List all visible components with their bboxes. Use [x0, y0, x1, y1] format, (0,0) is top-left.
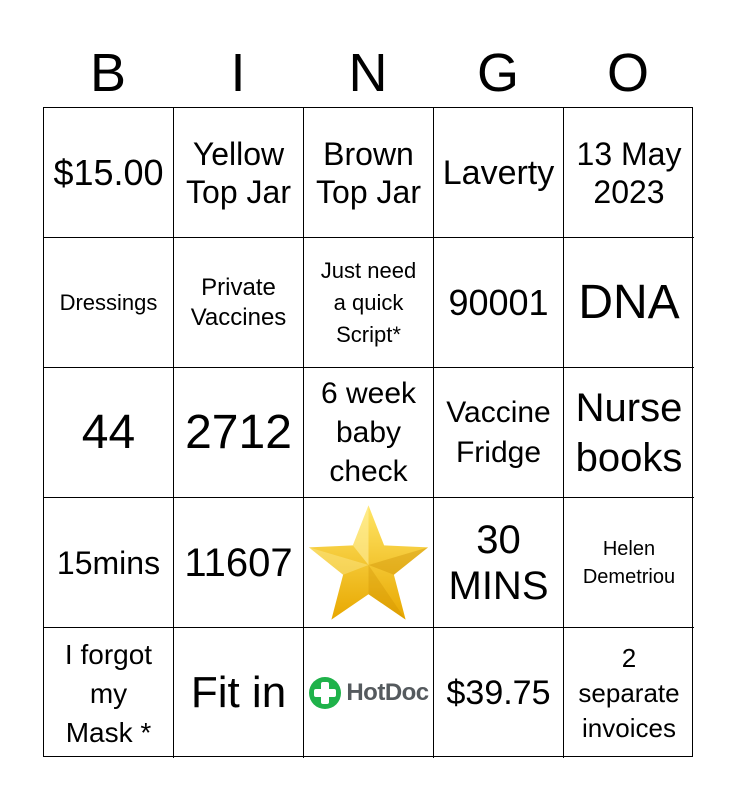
bingo-cell[interactable] [304, 368, 434, 498]
free-space-cell[interactable] [304, 498, 434, 628]
cell-text: 6 week baby check [320, 377, 417, 488]
cell-text: DNA [578, 275, 680, 329]
cell-text: Vaccine Fridge [446, 395, 551, 469]
bingo-cell[interactable] [434, 628, 564, 758]
bingo-cell[interactable] [174, 238, 304, 368]
bingo-cell[interactable] [304, 238, 434, 368]
cell-text: $15.00 [53, 151, 164, 193]
cell-text: 13 May 2023 [576, 135, 682, 210]
bingo-card [43, 107, 693, 757]
hotdoc-logo [308, 676, 428, 710]
hotdoc-wordmark: HotDoc [346, 679, 429, 706]
bingo-cell[interactable] [564, 368, 694, 498]
cell-text: 2712 [185, 405, 292, 459]
bingo-cell[interactable] [174, 628, 304, 758]
cell-text: Dressings [59, 289, 158, 315]
hotdoc-cross-icon [308, 676, 342, 710]
cell-text: 15mins [56, 544, 161, 581]
header-letter-g: G [476, 43, 519, 103]
bingo-cell[interactable] [44, 108, 174, 238]
cell-text: Yellow Top Jar [186, 135, 291, 210]
bingo-cell[interactable] [434, 108, 564, 238]
bingo-cell[interactable] [564, 108, 694, 238]
bingo-cell[interactable] [564, 498, 694, 628]
bingo-cell[interactable] [434, 238, 564, 368]
bingo-cell[interactable] [174, 108, 304, 238]
bingo-cell[interactable] [44, 628, 174, 758]
cell-text: 11607 [184, 540, 293, 585]
cell-text: Just need a quick Script* [320, 257, 417, 347]
bingo-cell[interactable] [44, 498, 174, 628]
cell-text: Brown Top Jar [316, 135, 421, 210]
bingo-cell[interactable] [304, 628, 434, 758]
header-letter-b: B [89, 43, 127, 103]
bingo-cell[interactable] [564, 238, 694, 368]
bingo-cell[interactable] [174, 368, 304, 498]
header-letter-i: I [230, 43, 246, 103]
bingo-header [43, 40, 693, 106]
cell-text: 44 [81, 405, 136, 459]
cell-text: $39.75 [446, 674, 551, 712]
header-letter-o: O [606, 43, 649, 103]
cell-text: 2 separate invoices [578, 642, 680, 743]
cell-text: 90001 [448, 281, 549, 323]
bingo-cell[interactable] [304, 108, 434, 238]
cell-text: Fit in [190, 668, 287, 717]
bingo-cell[interactable] [174, 498, 304, 628]
bingo-cell[interactable] [44, 368, 174, 498]
gold-star-icon [306, 501, 431, 625]
cell-text: Laverty [442, 153, 555, 192]
cell-text: 30 MINS [448, 517, 549, 608]
cell-text: Private Vaccines [190, 273, 287, 331]
bingo-cell[interactable] [564, 628, 694, 758]
cell-text: I forgot my Mask * [64, 638, 153, 748]
bingo-cell[interactable] [434, 368, 564, 498]
cell-text: Helen Demetriou [582, 537, 676, 588]
bingo-cell[interactable] [44, 238, 174, 368]
cell-text: Nurse books [575, 385, 683, 480]
header-letter-n: N [348, 43, 388, 103]
bingo-cell[interactable] [434, 498, 564, 628]
